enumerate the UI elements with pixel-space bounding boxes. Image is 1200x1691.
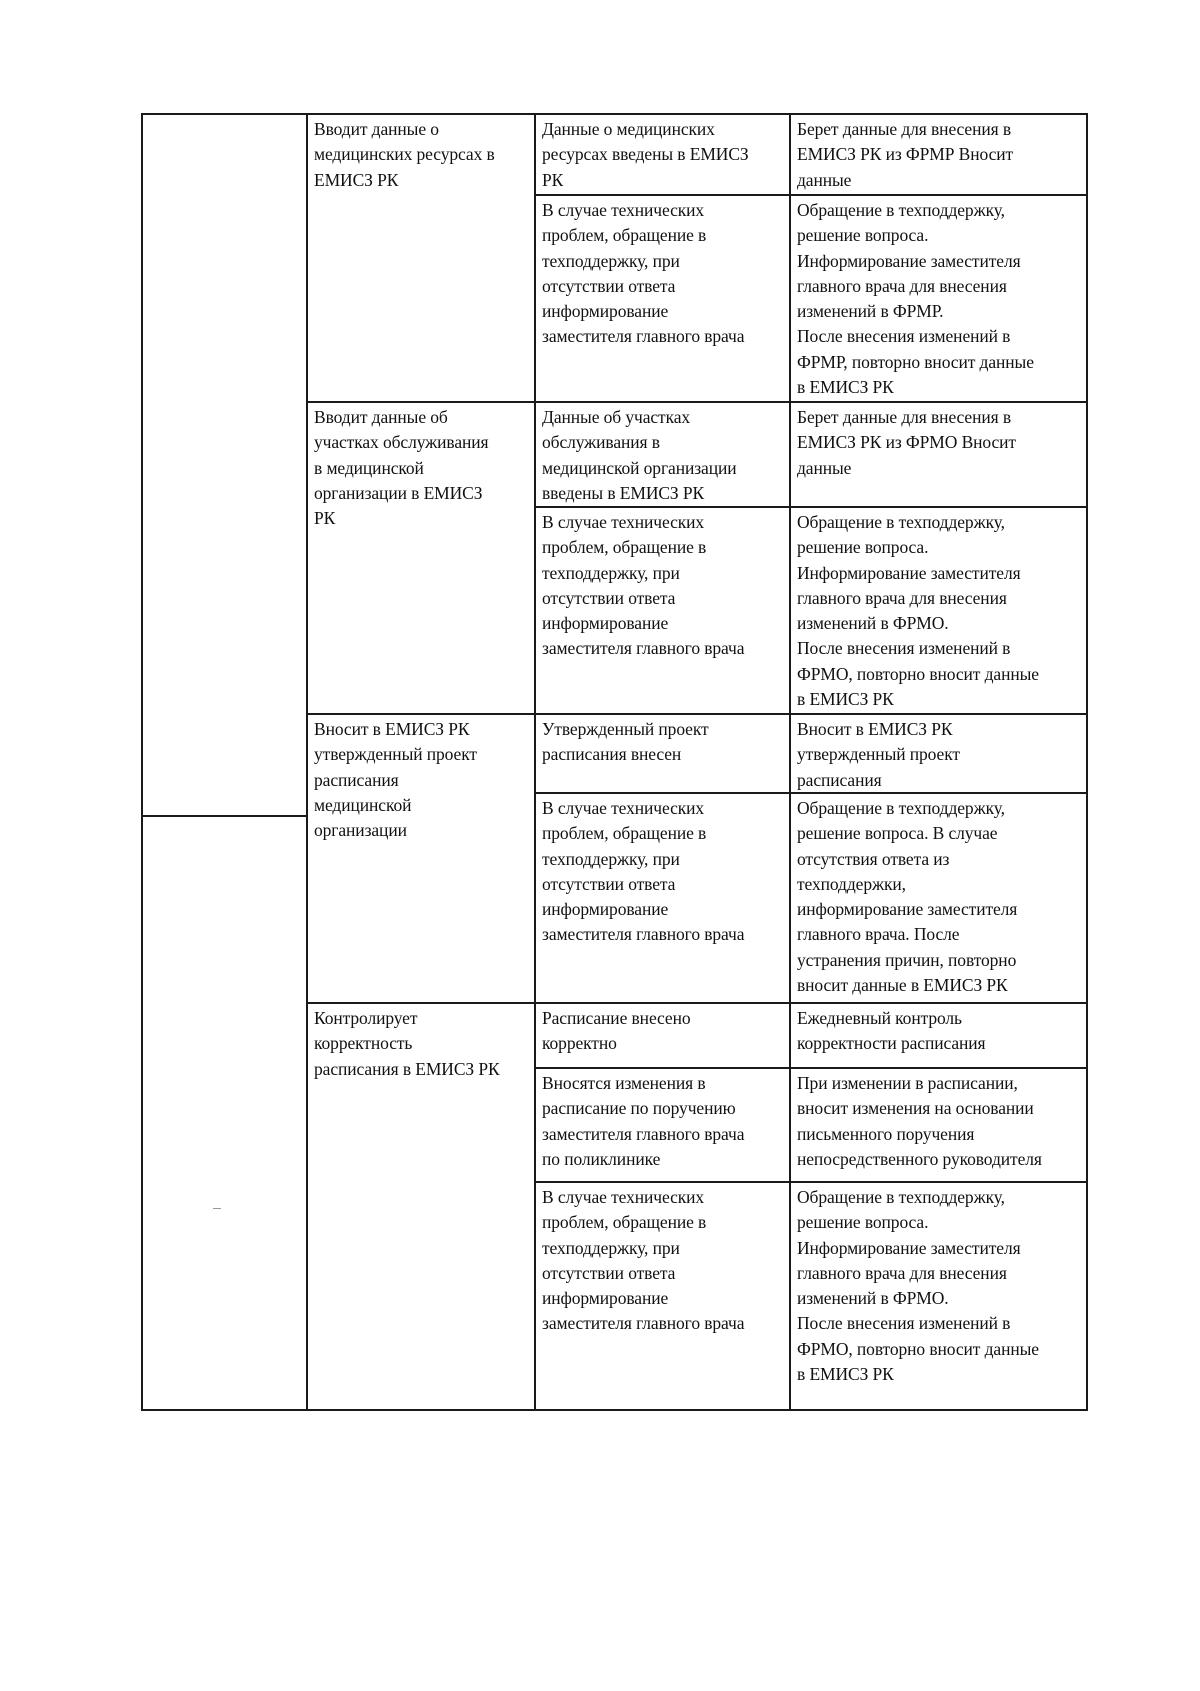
result-cell: В случае технических проблем, обращение в техподдержку, при отсутствии ответа информирование заместителя главного врача (542, 200, 745, 347)
result-cell: В случае технических проблем, обращение в техподдержку, при отсутствии ответа информирование заместителя главного врача (542, 512, 745, 659)
step-cell: Обращение в техподдержку, решение вопроса. В случае отсутствия ответа из техподдержки, информирование заместителя главного врача. После устранения причин, повторно вносит данные в ЕМИСЗ РК (797, 798, 1018, 996)
step-cell: Вносит в ЕМИСЗ РК утвержденный проект расписания (797, 719, 960, 790)
result-cell: В случае технических проблем, обращение в техподдержку, при отсутствии ответа информирование заместителя главного врача (542, 798, 745, 945)
action-cell: Вводит данные об участках обслуживания в медицинской организации в ЕМИСЗ РК (314, 407, 489, 529)
action-cell: Вводит данные о медицинских ресурсах в ЕМИСЗ РК (314, 119, 495, 190)
step-cell: При изменении в расписании, вносит изменения на основании письменного поручения непосредственного руководителя (797, 1073, 1042, 1169)
column-1-cell (143, 115, 306, 117)
step-cell: Обращение в техподдержку, решение вопроса. Информирование заместителя главного врача для внесения изменений в ФРМР. После внесения изменений в ФРМР, повторно вносит данные в ЕМИСЗ РК (797, 200, 1034, 398)
step-cell: Берет данные для внесения в ЕМИСЗ РК из ФРМР Вносит данные (797, 119, 1014, 190)
result-cell: Вносятся изменения в расписание по поручению заместителя главного врача по поликлинике (542, 1073, 745, 1169)
result-cell: В случае технических проблем, обращение в техподдержку, при отсутствии ответа информирование заместителя главного врача (542, 1187, 745, 1334)
result-cell: Данные о медицинских ресурсах введены в ЕМИСЗ РК (542, 119, 749, 190)
result-cell: Утвержденный проект расписания внесен (542, 719, 709, 765)
step-cell: Обращение в техподдержку, решение вопроса. Информирование заместителя главного врача для внесения изменений в ФРМО. После внесения изменений в ФРМО, повторно вносит данные в ЕМИСЗ РК (797, 512, 1039, 710)
action-cell: Контролирует корректность расписания в ЕМИСЗ РК (314, 1008, 500, 1079)
result-cell: Расписание внесено корректно (542, 1008, 691, 1054)
step-cell: Ежедневный контроль корректности расписания (797, 1008, 986, 1054)
step-cell: Обращение в техподдержку, решение вопроса. Информирование заместителя главного врача для внесения изменений в ФРМО. После внесения изменений в ФРМО, повторно вносит данные в ЕМИСЗ РК (797, 1187, 1039, 1385)
step-cell: Берет данные для внесения в ЕМИСЗ РК из ФРМО Вносит данные (797, 407, 1016, 478)
action-cell: Вносит в ЕМИСЗ РК утвержденный проект расписания медицинской организации (314, 719, 477, 841)
scan-artifact (213, 1208, 221, 1209)
column-1-divider (143, 815, 306, 817)
process-table (141, 113, 1088, 1411)
result-cell: Данные об участках обслуживания в медицинской организации введены в ЕМИСЗ РК (542, 407, 737, 503)
